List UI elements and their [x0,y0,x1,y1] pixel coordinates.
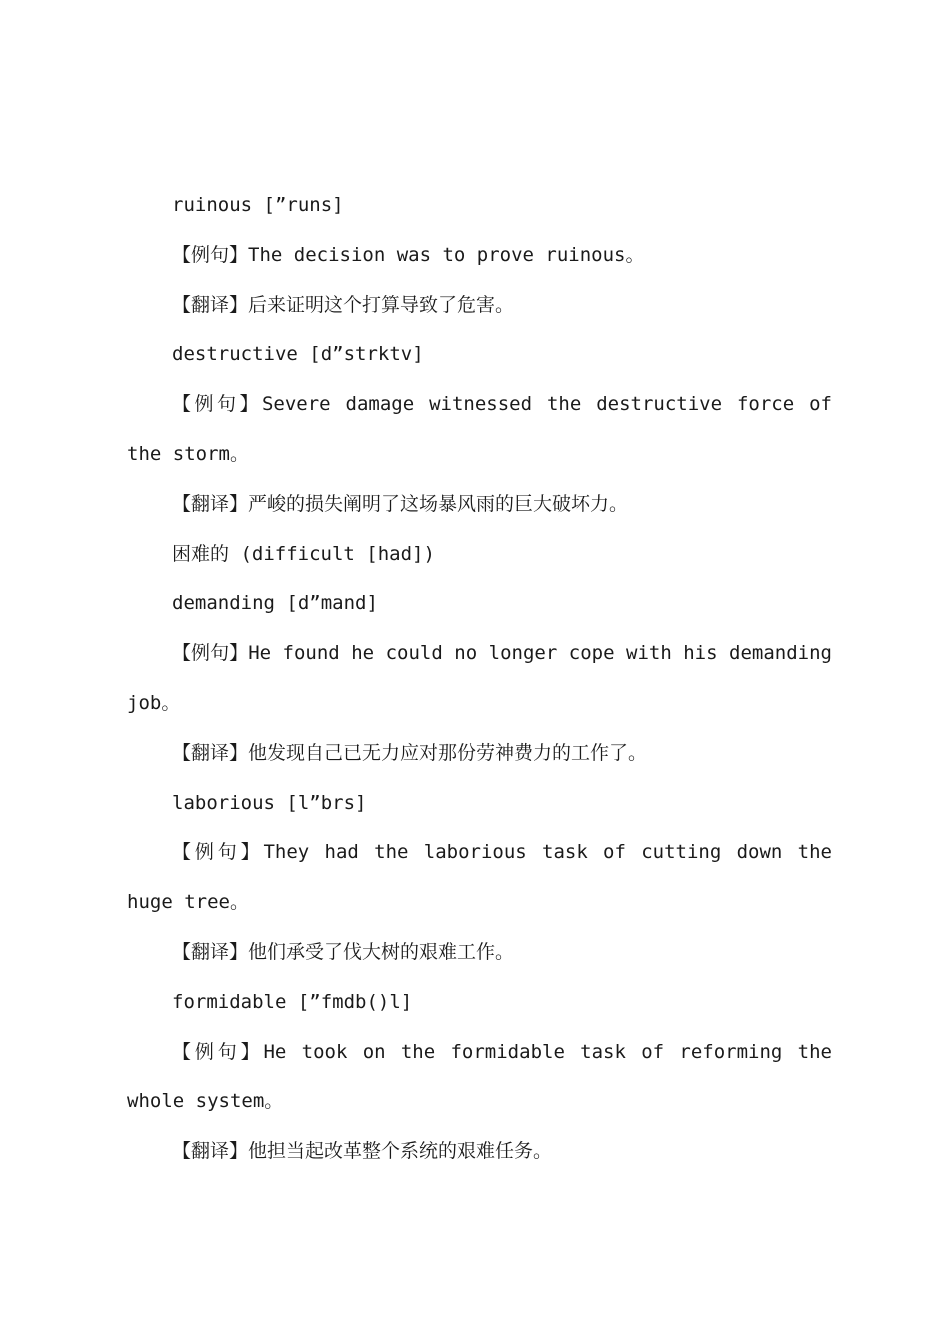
example-sentence-continuation: huge tree。 [127,891,249,914]
example-sentence: 【例句】Severe damage witnessed the destructive force of [172,393,832,416]
document-body [127,181,832,1177]
entry-headword-laborious: laborious [l”brs] [172,791,367,814]
translation-line: 【翻译】他担当起改革整个系统的艰难任务。 [172,1140,553,1163]
example-sentence-continuation: job。 [127,691,181,714]
translation-line: 【翻译】严峻的损失阐明了这场暴风雨的巨大破坏力。 [172,492,629,515]
translation-line: 【翻译】他们承受了伐大树的艰难工作。 [172,940,515,963]
entry-headword-formidable: formidable [”fmdb()l] [172,990,413,1013]
example-sentence-continuation: the storm。 [127,442,249,465]
example-sentence: 【例句】They had the laborious task of cutting down the [172,841,832,864]
entry-headword-demanding: demanding [d”mand] [172,592,378,615]
example-sentence-continuation: whole system。 [127,1090,284,1113]
translation-line: 【翻译】后来证明这个打算导致了危害。 [172,293,515,316]
translation-line: 【翻译】他发现自己已无力应对那份劳神费力的工作了。 [172,741,648,764]
example-sentence: 【例句】He took on the formidable task of reforming the [172,1040,832,1063]
section-heading-difficult: 困难的 (difficult [had]) [172,542,435,565]
example-sentence: 【例句】He found he could no longer cope with his demanding [172,642,832,665]
example-sentence: 【例句】The decision was to prove ruinous。 [172,243,645,266]
entry-headword-ruinous: ruinous [”runs] [172,194,344,216]
entry-headword-destructive: destructive [d”strktv] [172,343,424,366]
